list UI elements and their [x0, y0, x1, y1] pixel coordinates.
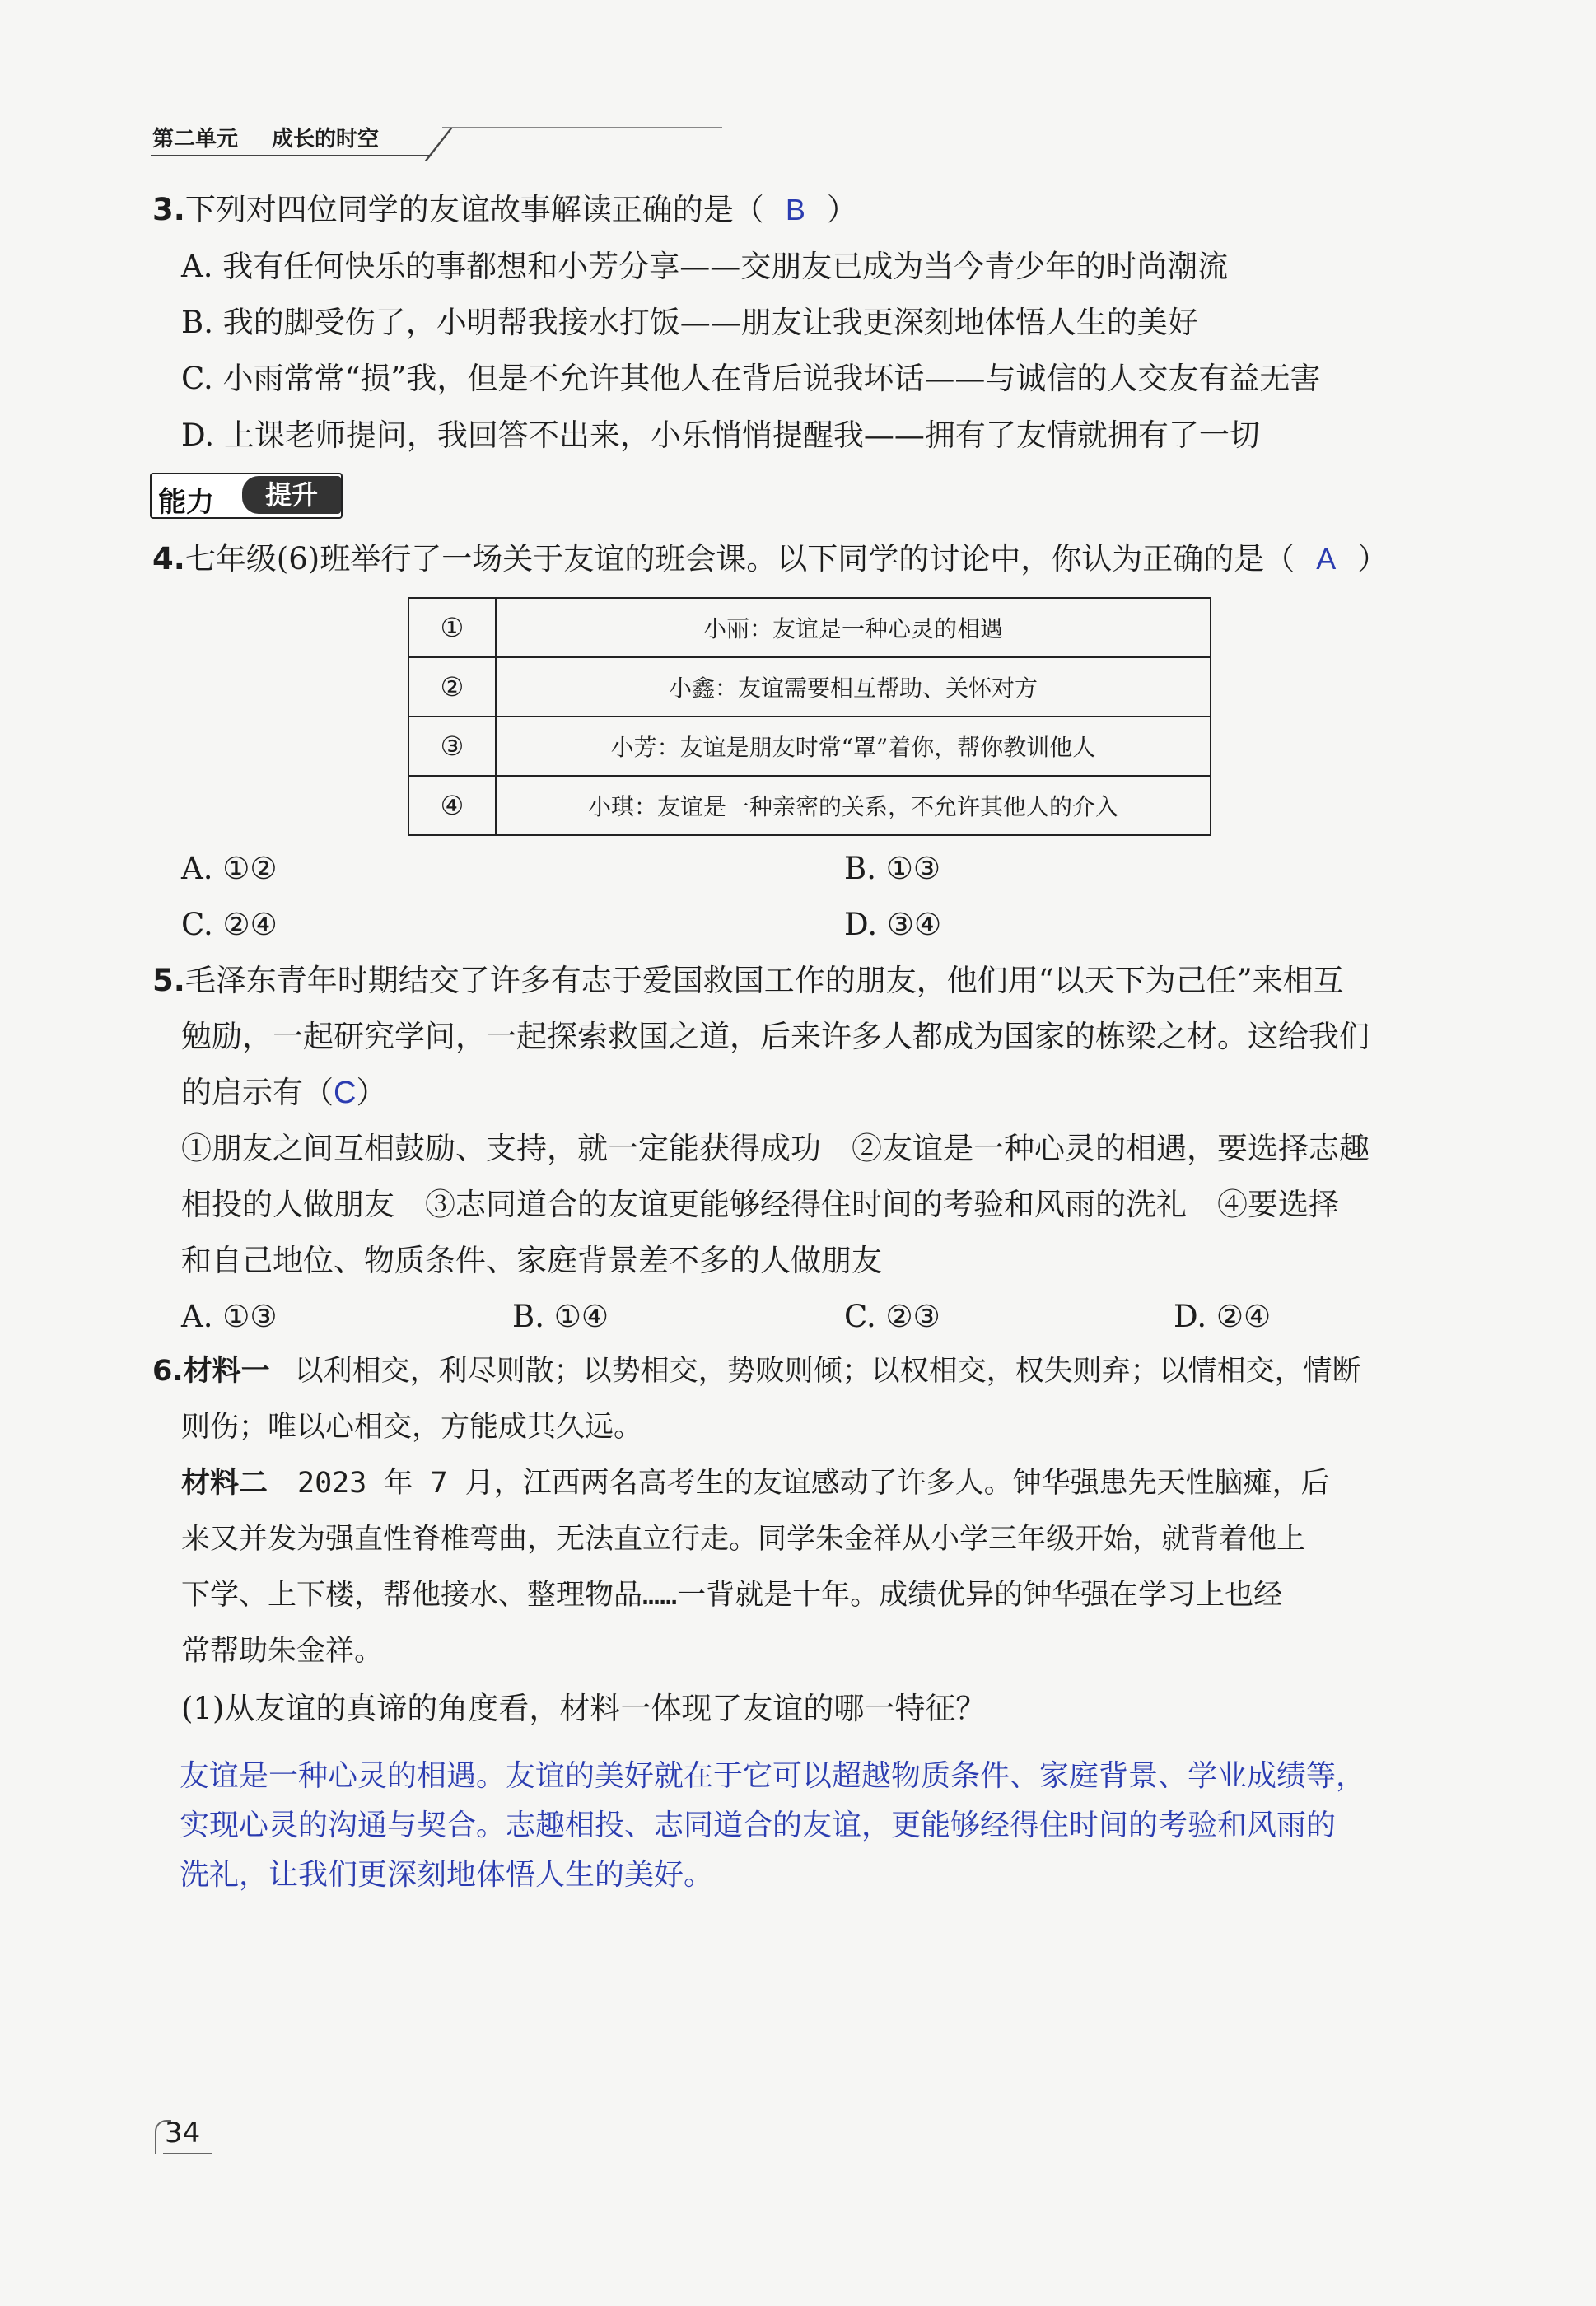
q3-number: 3.: [152, 192, 185, 227]
q4-stem: 4.七年级(6)班举行了一场关于友谊的班会课。以下同学的讨论中，你认为正确的是（ A ）: [152, 541, 1388, 576]
table-row-text: 小琪：友谊是一种亲密的关系，不允许其他人的介入: [496, 776, 1211, 835]
table-row-number: ④: [408, 776, 496, 835]
q3-answer: B: [785, 193, 805, 226]
q5-stem-line-3: 的启示有（C）: [181, 1075, 387, 1110]
table-row-text: 小芳：友谊是朋友时常“罩”着你，帮你教训他人: [496, 717, 1211, 776]
q6-answer-line-2: 实现心灵的沟通与契合。志趣相投、志同道合的友谊，更能够经得住时间的考验和风雨的: [180, 1809, 1337, 1842]
q6-number: 6.: [152, 1355, 184, 1388]
section-label-left: 能力: [158, 486, 214, 519]
table-row-number: ①: [408, 598, 496, 657]
q5-answer: C: [334, 1076, 357, 1110]
q5-statements-line-1: ①朋友之间互相鼓励、支持，就一定能获得成功 ②友谊是一种心灵的相遇，要选择志趣: [181, 1131, 1370, 1166]
q6-material-1-line-1: 6.材料一 以利相交，利尽则散；以势相交，势败则倾；以权相交，权失则弃；以情相交，情断: [152, 1355, 1361, 1388]
q4-statement-table: [408, 597, 1211, 836]
table-row: [408, 776, 1211, 835]
q6-material-2-line-1: 材料二 2023 年 7 月，江西两名高考生的友谊感动了许多人。钟华强患先天性脑瘫，后: [181, 1467, 1330, 1500]
table-row-text: 小丽：友谊是一种心灵的相遇: [496, 598, 1211, 657]
section-label-ability: [150, 473, 343, 519]
table-row: [408, 717, 1211, 776]
q6-answer-line-3: 洗礼，让我们更深刻地体悟人生的美好。: [180, 1858, 714, 1892]
q5-stem-line-2: 勉励，一起研究学问，一起探索救国之道，后来许多人都成为国家的栋梁之材。这给我们: [181, 1019, 1370, 1054]
q5-statements-line-3: 和自己地位、物质条件、家庭背景差不多的人做朋友: [181, 1243, 882, 1278]
q4-answer: A: [1316, 542, 1337, 576]
section-label-right: 提升: [242, 476, 341, 514]
unit-label: 第二单元: [152, 127, 239, 152]
q5-option-c: C. ②③: [844, 1299, 940, 1334]
q5-option-d: D. ②④: [1174, 1299, 1272, 1334]
q4-option-a: A. ①②: [181, 851, 278, 886]
q6-material-1-line-2: 则伤；唯以心相交，方能成其久远。: [181, 1411, 643, 1444]
q4-option-b: B. ①③: [844, 851, 941, 886]
table-row-number: ②: [408, 657, 496, 717]
header-right-rule: [442, 127, 722, 128]
header-underline: [151, 155, 429, 156]
header-slant-divider: [424, 127, 454, 161]
table-row: [408, 657, 1211, 717]
q5-statements-line-2: 相投的人做朋友 ③志同道合的友谊更能够经得住时间的考验和风雨的洗礼 ④要选择: [181, 1187, 1339, 1222]
q3-option-c: C. 小雨常常“损”我，但是不允许其他人在背后说我坏话——与诚信的人交友有益无害: [181, 361, 1321, 396]
q5-stem-line-1: 5.毛泽东青年时期结交了许多有志于爱国救国工作的朋友，他们用“以天下为己任”来相互: [152, 963, 1344, 998]
table-row-number: ③: [408, 717, 496, 776]
table-row-text: 小鑫：友谊需要相互帮助、关怀对方: [496, 657, 1211, 717]
q3-option-d: D. 上课老师提问，我回答不出来，小乐悄悄提醒我——拥有了友情就拥有了一切: [181, 418, 1260, 453]
material-2-label: 材料二: [181, 1467, 268, 1500]
q5-option-b: B. ①④: [512, 1299, 609, 1334]
page-number-underline: [163, 2153, 212, 2154]
q6-answer-line-1: 友谊是一种心灵的相遇。友谊的美好就在于它可以超越物质条件、家庭背景、学业成绩等，: [180, 1759, 1366, 1793]
q6-material-2-line-3: 下学、上下楼，帮他接水、整理物品……一背就是十年。成绩优异的钟华强在学习上也经: [181, 1579, 1283, 1612]
table-row: [408, 598, 1211, 657]
q6-material-2-line-2: 来又并发为强直性脊椎弯曲，无法直立行走。同学朱金祥从小学三年级开始，就背着他上: [181, 1523, 1306, 1556]
q4-option-d: D. ③④: [844, 907, 942, 942]
q4-number: 4.: [152, 541, 185, 576]
q5-number: 5.: [152, 963, 185, 998]
page-number: 34: [165, 2117, 201, 2150]
q6-sub-question-1: (1)从友谊的真谛的角度看，材料一体现了友谊的哪一特征？: [181, 1691, 987, 1726]
q3-stem: 3.下列对四位同学的友谊故事解读正确的是（ B ）: [152, 192, 857, 227]
q3-option-b: B. 我的脚受伤了，小明帮我接水打饭——朋友让我更深刻地体悟人生的美好: [181, 305, 1198, 340]
q6-material-2-line-4: 常帮助朱金祥。: [181, 1635, 384, 1668]
unit-title: 成长的时空: [272, 127, 380, 152]
material-1-label: 材料一: [183, 1355, 270, 1388]
q3-option-a: A. 我有任何快乐的事都想和小芳分享——交朋友已成为当今青少年的时尚潮流: [181, 249, 1229, 284]
q5-option-a: A. ①③: [181, 1299, 278, 1334]
q4-option-c: C. ②④: [181, 907, 278, 942]
